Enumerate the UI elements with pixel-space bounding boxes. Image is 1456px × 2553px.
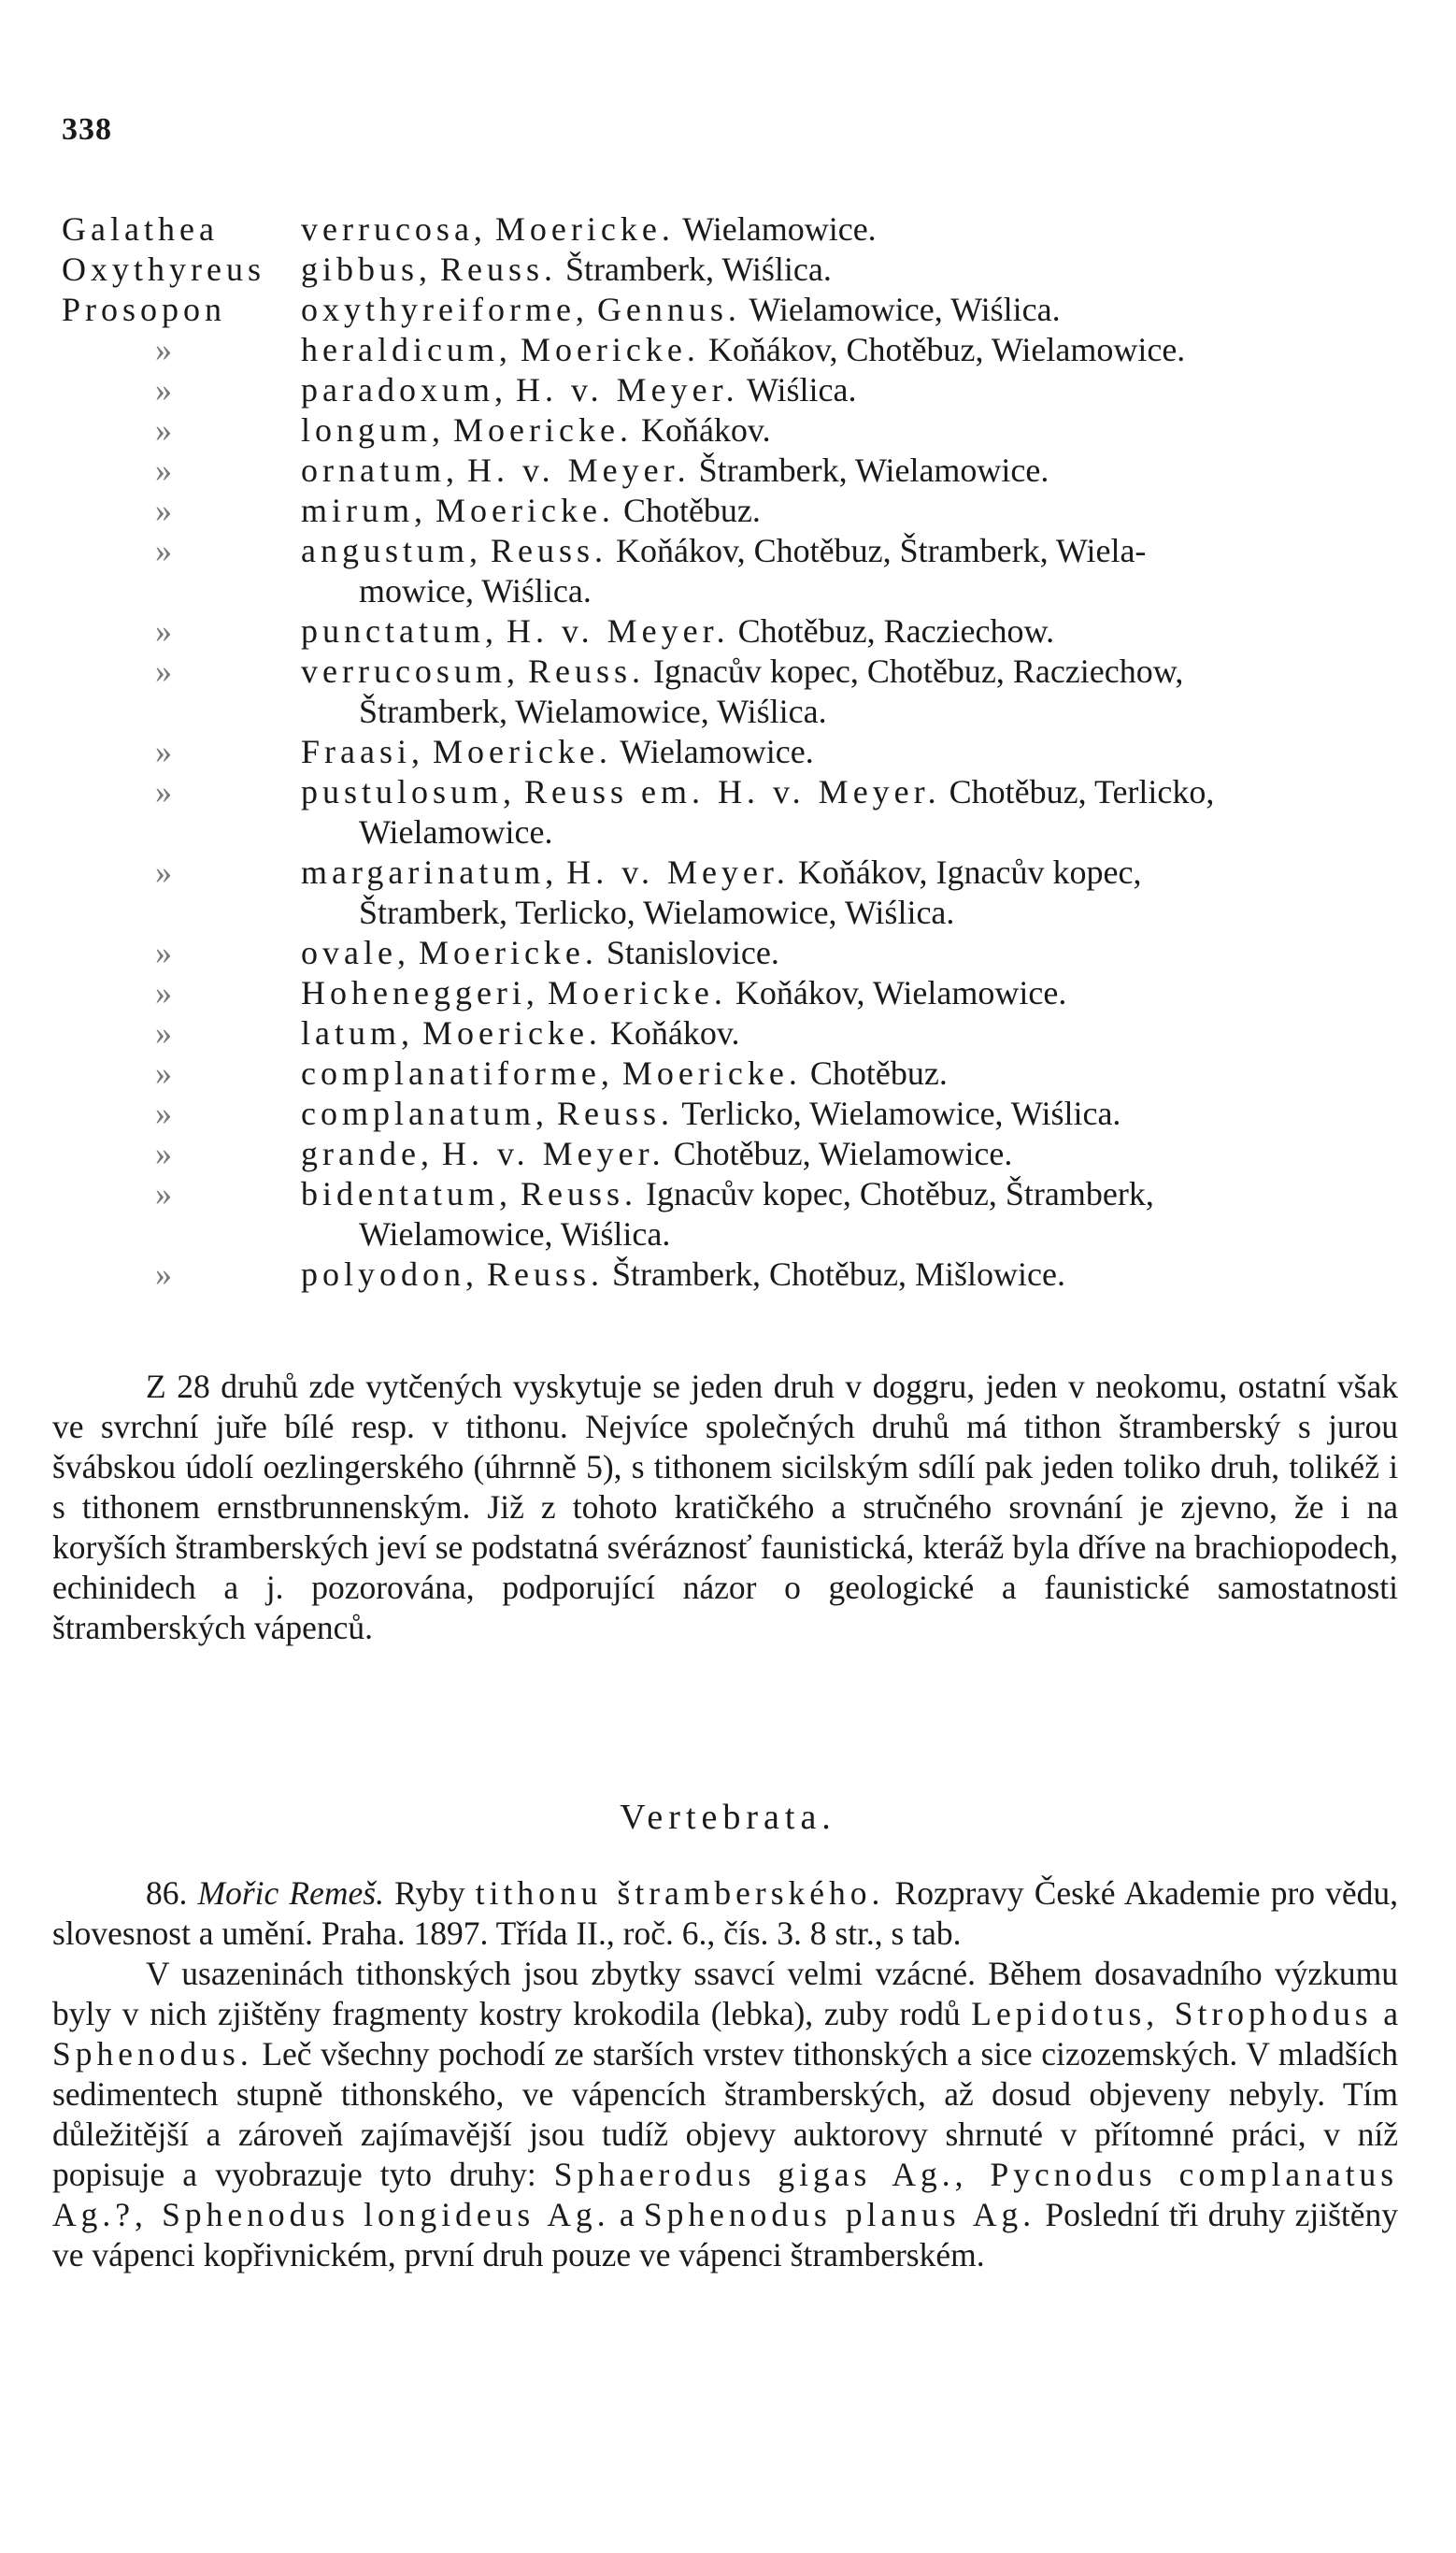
species-localities-continued: Štramberk, Wielamowice, Wiślica. [359, 693, 827, 730]
species-author: Reuss. [487, 1255, 605, 1293]
species-body [301, 732, 1426, 772]
species-name: complanatiforme, [301, 1054, 614, 1092]
ditto-mark: » [155, 1135, 172, 1172]
ditto-mark: » [155, 934, 172, 971]
species-name: latum, [301, 1014, 414, 1052]
species-localities-continued: Štramberk, Terlicko, Wielamowice, Wiślica. [359, 894, 955, 931]
species-author: H. v. Meyer. [506, 612, 730, 650]
species-localities: Koňákov, Chotěbuz, Wielamowice. [707, 331, 1186, 368]
species-entry [62, 1174, 1426, 1255]
species-localities: Štramberk, Chotěbuz, Mišlowice. [612, 1255, 1065, 1293]
species-body [301, 330, 1426, 370]
species-localities: Chotěbuz. [622, 492, 761, 529]
species-localities: Chotěbuz, Racziechow. [737, 612, 1055, 650]
ditto-mark: » [155, 653, 172, 690]
species-author: Moericke. [435, 492, 615, 529]
species-name: bidentatum, [301, 1175, 512, 1212]
species-name: heraldicum, [301, 331, 512, 368]
species-body [301, 1054, 1426, 1094]
species-localities: Wielamowice. [682, 210, 877, 248]
ditto-mark: » [155, 1175, 172, 1212]
p2-genus-2: Sphenodus. [52, 2035, 253, 2073]
species-name: margarinatum, [301, 853, 559, 891]
species-body [301, 370, 1426, 410]
species-localities: Koňákov. [640, 411, 771, 449]
species-localities: Chotěbuz. [809, 1054, 948, 1092]
species-name: verrucosum, [301, 653, 520, 690]
species-name: ornatum, [301, 452, 459, 489]
ditto-mark: » [155, 733, 172, 770]
species-author: Moericke. [621, 1054, 802, 1092]
ditto-mark: » [155, 612, 172, 650]
species-entry [62, 491, 1426, 531]
species-author: Moericke. [520, 331, 700, 368]
species-name: paradoxum, [301, 371, 507, 409]
species-name: Hoheneggeri, [301, 974, 539, 1011]
reference-tail: Rozpravy České Akademie pro vědu, slovesnost a umění. Praha. 1897. Třída II., roč. 6., čís. 3. 8 str., s tab. [52, 1874, 1399, 1952]
species-name: pustulosum, [301, 773, 517, 810]
ditto-mark: » [155, 1095, 172, 1132]
paragraph-summary [52, 1367, 1398, 1648]
ditto-mark: » [155, 1014, 172, 1052]
species-author: Reuss em. H. v. Meyer. [524, 773, 941, 810]
species-author: H. v. Meyer. [466, 452, 691, 489]
ditto-mark: » [155, 853, 172, 891]
species-body [301, 1094, 1426, 1134]
species-author: H. v. Meyer. [515, 371, 739, 409]
species-body [301, 611, 1426, 652]
p2-genus-3: Sphaerodus gigas Ag., Pycnodus complanatus Ag.?, Sphenodus longideus Ag. [52, 2156, 1399, 2233]
reference-number: 86. [146, 1874, 188, 1912]
species-body [301, 250, 1426, 290]
species-localities: Terlicko, Wielamowice, Wiślica. [681, 1095, 1121, 1132]
reference-entry [52, 1873, 1398, 2275]
reference-text [52, 1873, 1398, 1954]
species-body [301, 451, 1426, 491]
ditto-mark: » [155, 1054, 172, 1092]
ditto-mark: » [155, 773, 172, 810]
p2-text-2: a [1383, 1995, 1398, 2032]
species-name: gibbus, [301, 251, 433, 288]
species-author: H. v. Meyer. [441, 1135, 665, 1172]
species-body [301, 531, 1426, 611]
reference-title-a: Ryby [394, 1874, 465, 1912]
species-body [301, 491, 1426, 531]
species-body [301, 933, 1426, 973]
species-localities: Koňákov, Wielamowice. [735, 974, 1067, 1011]
species-localities-continued: mowice, Wiślica. [359, 572, 592, 610]
species-entry [62, 1134, 1426, 1174]
species-localities: Ignacův kopec, Chotěbuz, Štramberk, [645, 1175, 1154, 1212]
species-author: Moericke. [453, 411, 633, 449]
species-author: Reuss. [527, 653, 645, 690]
species-name: complanatum, [301, 1095, 549, 1132]
species-localities: Štramberk, Wiślica. [565, 251, 832, 288]
species-localities-continued: Wielamowice, Wiślica. [359, 1215, 671, 1253]
species-localities: Stanislovice. [606, 934, 779, 971]
species-entry [62, 732, 1426, 772]
species-entry [62, 853, 1426, 933]
species-entry [62, 1013, 1426, 1054]
species-author: Moericke. [421, 1014, 602, 1052]
species-localities: Koňákov. [609, 1014, 740, 1052]
genus-name: Prosopon [62, 291, 227, 328]
species-name: polyodon, [301, 1255, 479, 1293]
species-localities: Koňákov, Chotěbuz, Štramberk, Wiela- [616, 532, 1147, 569]
species-author: Reuss. [440, 251, 558, 288]
species-entry [62, 330, 1426, 370]
ditto-mark: » [155, 532, 172, 569]
species-author: Moericke. [418, 934, 598, 971]
species-entry [62, 531, 1426, 611]
genus-name: Galathea [62, 210, 219, 248]
species-body [301, 1134, 1426, 1174]
p2-text-4: a [619, 2196, 635, 2233]
species-name: angustum, [301, 532, 482, 569]
species-entry [62, 772, 1426, 853]
species-author: Reuss. [520, 1175, 637, 1212]
species-author: Moericke. [547, 974, 727, 1011]
species-body [301, 209, 1426, 250]
species-entry [62, 1094, 1426, 1134]
ditto-mark: » [155, 452, 172, 489]
species-body [301, 290, 1426, 330]
species-localities: Ignacův kopec, Chotěbuz, Racziechow, [652, 653, 1184, 690]
ditto-mark: » [155, 331, 172, 368]
species-entry [62, 1255, 1426, 1295]
species-entry [62, 370, 1426, 410]
species-author: Moericke. [494, 210, 675, 248]
genus-name: Oxythyreus [62, 251, 265, 288]
species-entry [62, 290, 1426, 330]
p2-text-5: Poslední tři druhy zjištěny ve vápenci kopřivnickém, první druh pouze ve vápenci štramberském. [52, 2196, 1399, 2273]
page-number: 338 [62, 112, 112, 147]
species-body [301, 1013, 1426, 1054]
species-author: H. v. Meyer. [566, 853, 790, 891]
p2-genus-1: Lepidotus, Strophodus [971, 1995, 1373, 2032]
species-entry [62, 652, 1426, 732]
species-entry [62, 410, 1426, 451]
reference-title-b: tithonu štramberského. [475, 1874, 885, 1912]
species-name: ovale, [301, 934, 410, 971]
species-author: Reuss. [491, 532, 608, 569]
species-body [301, 973, 1426, 1013]
species-body [301, 410, 1426, 451]
species-entry [62, 451, 1426, 491]
species-entry [62, 209, 1426, 250]
species-body [301, 1255, 1426, 1295]
species-localities: Wielamowice, Wiślica. [749, 291, 1061, 328]
species-localities: Štramberk, Wielamowice. [698, 452, 1049, 489]
species-localities: Chotěbuz, Terlicko, [949, 773, 1215, 810]
species-author: Reuss. [556, 1095, 674, 1132]
species-list [62, 209, 1426, 1295]
ditto-mark: » [155, 974, 172, 1011]
reference-author: Mořic Remeš. [197, 1874, 384, 1912]
species-name: longum, [301, 411, 446, 449]
species-entry [62, 611, 1426, 652]
species-name: mirum, [301, 492, 427, 529]
species-name: oxythyreiforme, [301, 291, 589, 328]
ditto-mark: » [155, 1255, 172, 1293]
species-body [301, 1174, 1426, 1255]
species-localities-continued: Wielamowice. [359, 813, 553, 851]
species-body [301, 652, 1426, 732]
species-author: Moericke. [432, 733, 612, 770]
species-author: Gennus. [596, 291, 741, 328]
species-body [301, 853, 1426, 933]
species-body [301, 772, 1426, 853]
section-heading: Vertebrata. [620, 1798, 836, 1837]
species-localities: Wiślica. [746, 371, 857, 409]
summary-text: Z 28 druhů zde vytčených vyskytuje se jeden druh v doggru, jeden v neokomu, ostatní však ve svrchní juře bílé resp. v tithonu. Nejvíce společných druhů má tithon štramberský s jurou švábskou údolí oezlingerského (úhrnně 5), s tithonem sicilským sdílí pak jeden toliko druh, tolikéž i s tithonem ernstbrunnenským. Již z tohoto kratičkého a stručného srovnání je zjevno, že i na koryších štramberských jeví se podstatná svéráznosť faunistická, kteráž byla dříve na brachiopodech, echinidech a j. pozorována, podporující názor o geologické a faunistické samostatnosti štramberských vápenců. [52, 1368, 1398, 1646]
ditto-mark: » [155, 371, 172, 409]
species-name: punctatum, [301, 612, 498, 650]
species-localities: Chotěbuz, Wielamowice. [673, 1135, 1013, 1172]
p2-genus-4: Sphenodus planus Ag. [643, 2196, 1036, 2233]
species-localities: Koňákov, Ignacův kopec, [797, 853, 1142, 891]
species-entry [62, 1054, 1426, 1094]
paragraph-vertebrata [52, 1954, 1398, 2275]
species-name: verrucosa, [301, 210, 487, 248]
p2-text-3: Leč všechny pochodí ze starších vrstev tithonských a sice cizozemských. V mladších sedimentech stupně tithonského, ve vápencích štramberských, až dosud objeveny nebyly. Tím důležitější a zároveň zajímavější jsou tudíž objevy auktorovy shrnuté v přítomné práci, v níž popisuje a vyobrazuje tyto druhy: [52, 2035, 1399, 2193]
species-name: grande, [301, 1135, 434, 1172]
p2-text-1: V usazeninách tithonských jsou zbytky ssavcí velmi vzácné. Během dosavadního výzkumu byly v nich zjištěny fragmenty kostry krokodila (lebka), zuby rodů [52, 1955, 1398, 2032]
species-localities: Wielamowice. [620, 733, 814, 770]
species-entry [62, 973, 1426, 1013]
ditto-mark: » [155, 492, 172, 529]
species-entry [62, 933, 1426, 973]
species-entry [62, 250, 1426, 290]
ditto-mark: » [155, 411, 172, 449]
species-name: Fraasi, [301, 733, 424, 770]
